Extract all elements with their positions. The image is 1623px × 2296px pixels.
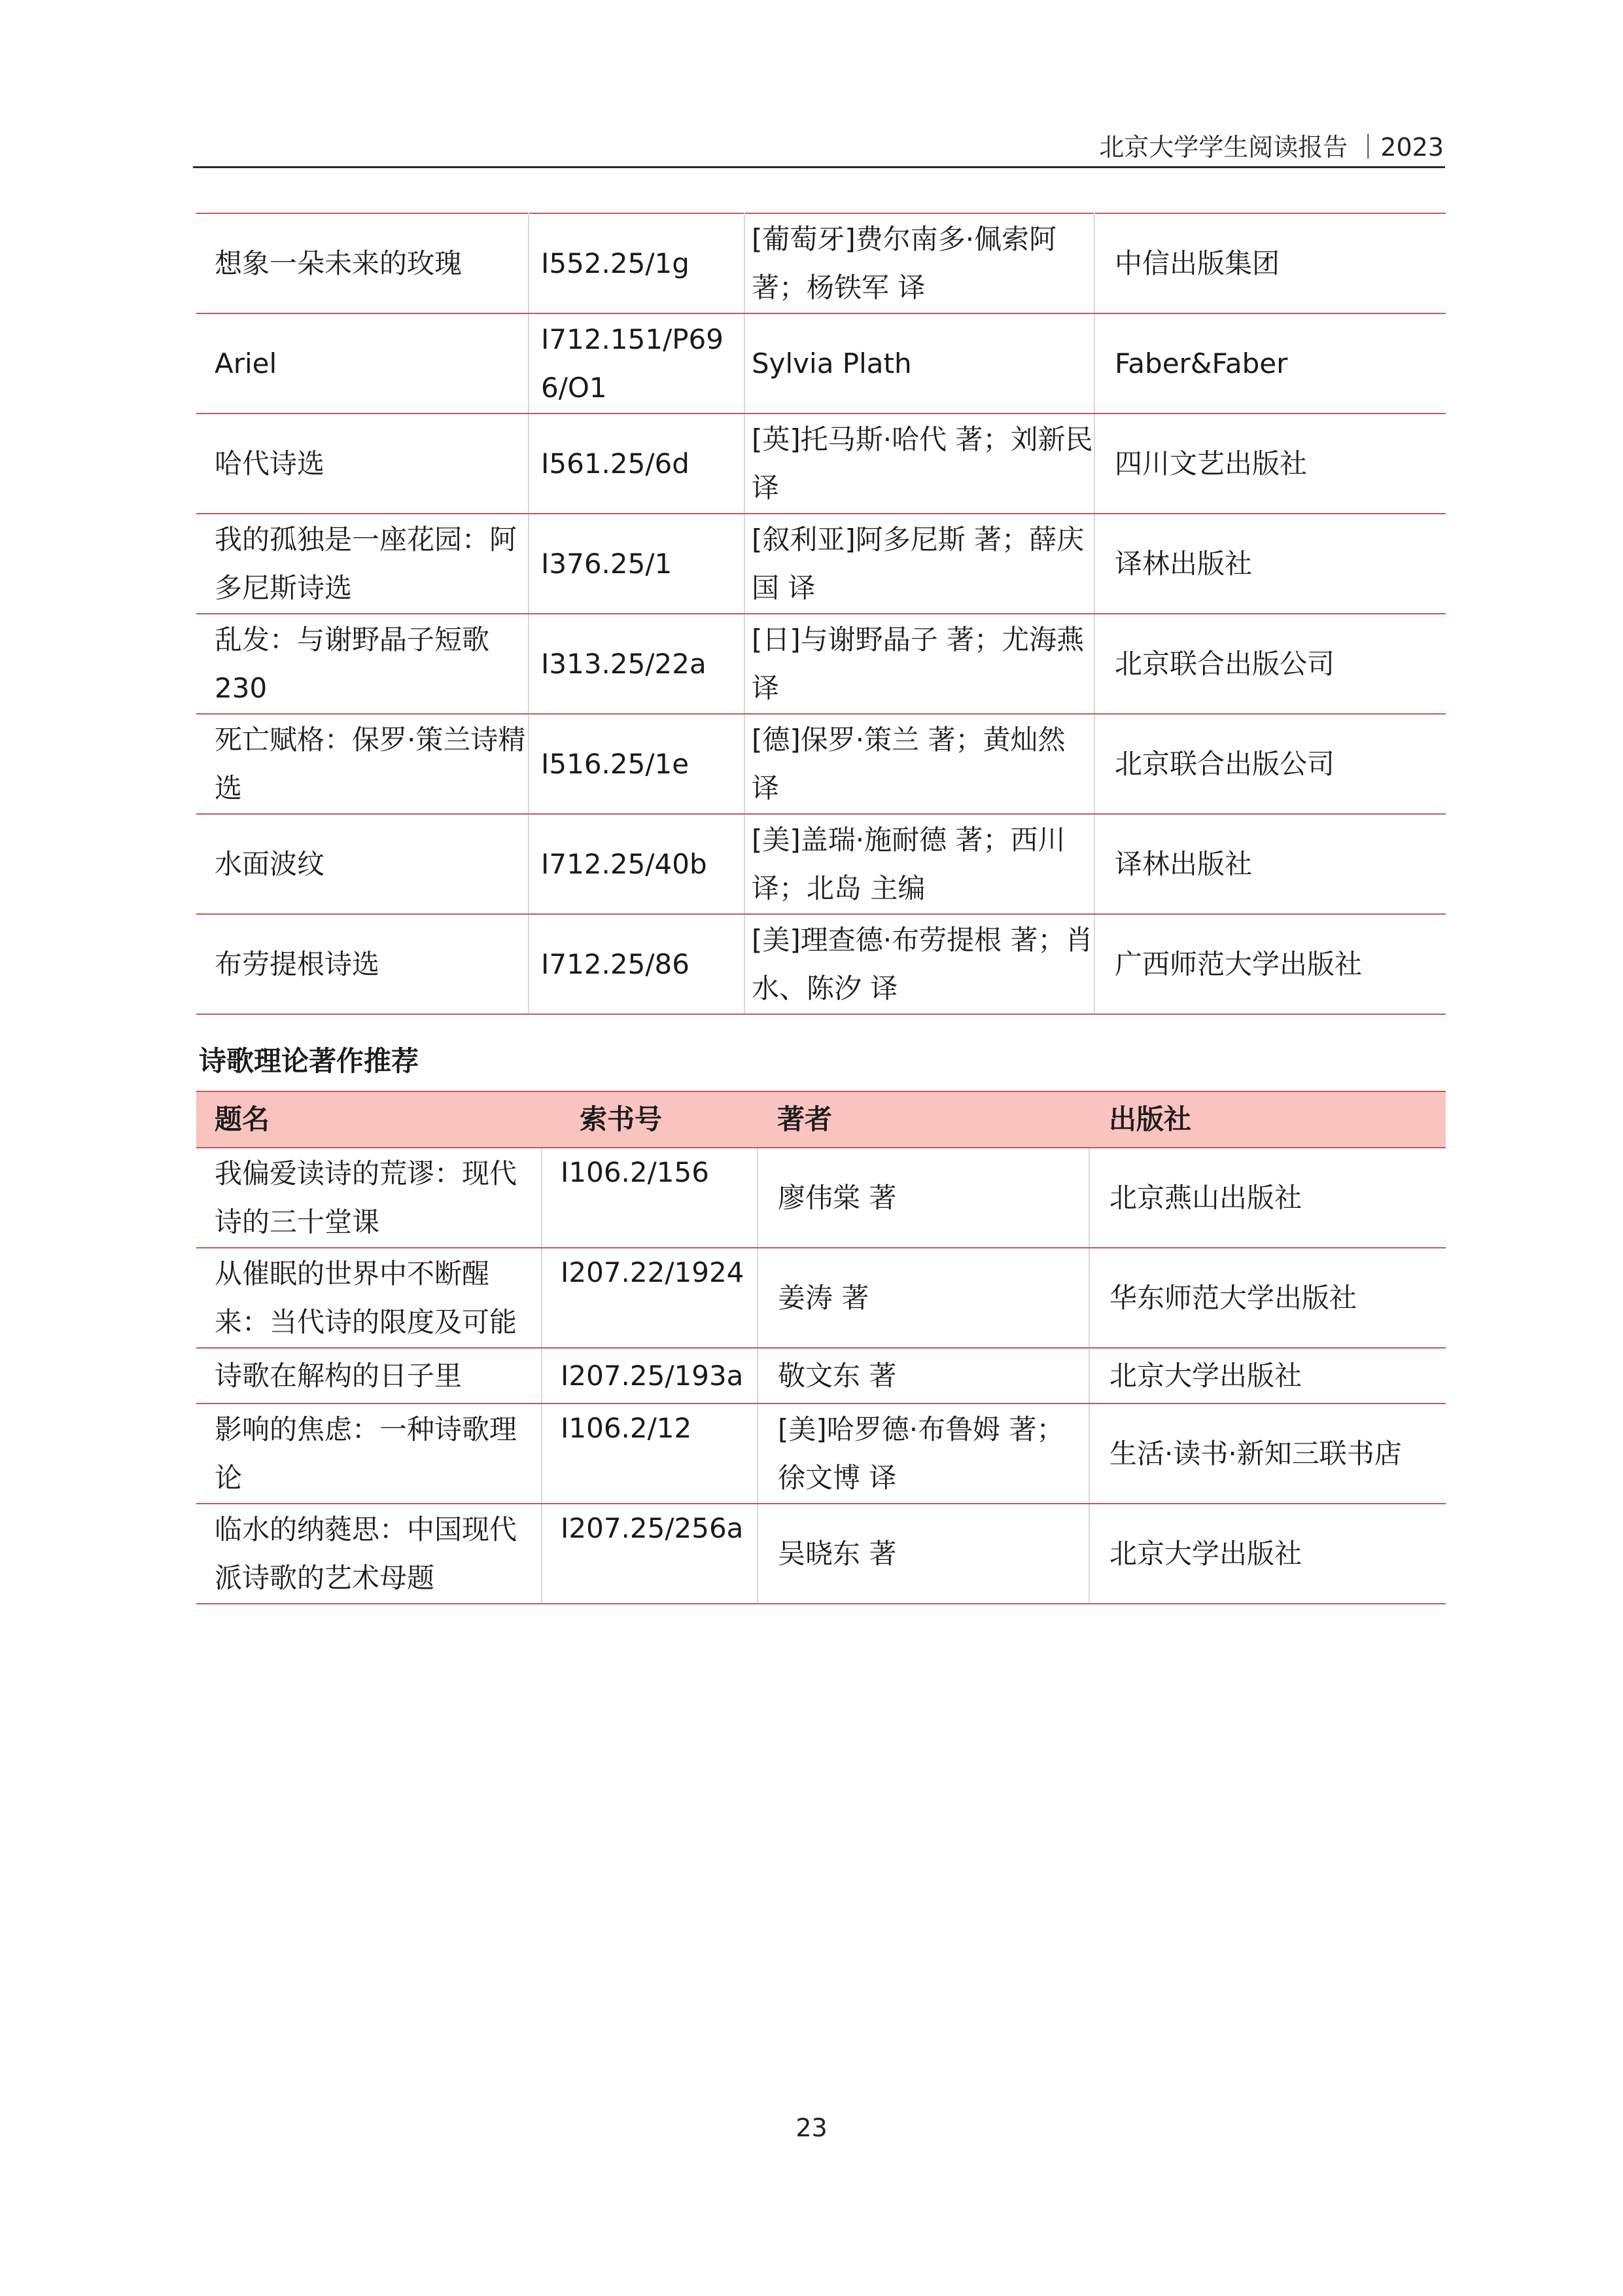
book-publisher: 译林出版社: [1094, 514, 1446, 614]
table-row: [196, 514, 1446, 614]
header-publisher: 出版社: [1089, 1091, 1446, 1148]
table-row: [196, 1348, 1446, 1404]
table-header-row: [196, 1091, 1446, 1148]
book-title: 从催眠的世界中不断醒来：当代诗的限度及可能: [196, 1248, 542, 1348]
table-row: [196, 1248, 1446, 1348]
call-number: I207.22/1924: [542, 1248, 758, 1348]
call-number: I712.151/P696/O1: [529, 313, 744, 414]
header-title: 题名: [196, 1091, 542, 1148]
book-author: [日]与谢野晶子 著；尤海燕 译: [744, 614, 1094, 714]
page-number: 23: [795, 2113, 828, 2142]
call-number: I313.25/22a: [529, 614, 744, 714]
book-publisher: 北京大学出版社: [1089, 1504, 1446, 1604]
book-title: 布劳提根诗选: [196, 914, 529, 1014]
book-title: Ariel: [196, 313, 529, 414]
book-author: 吴晓东 著: [758, 1504, 1089, 1604]
table-row: [196, 1148, 1446, 1248]
book-author: [德]保罗·策兰 著；黄灿然 译: [744, 714, 1094, 814]
table-row: [196, 714, 1446, 814]
book-author: [叙利亚]阿多尼斯 著；薛庆国 译: [744, 514, 1094, 614]
book-author: Sylvia Plath: [744, 313, 1094, 414]
header-title: 北京大学学生阅读报告 ｜2023: [1099, 133, 1444, 162]
call-number: I376.25/1: [529, 514, 744, 614]
book-publisher: 北京大学出版社: [1089, 1348, 1446, 1404]
book-author: 廖伟棠 著: [758, 1148, 1089, 1248]
table-row: [196, 313, 1446, 414]
call-number: I207.25/193a: [542, 1348, 758, 1404]
book-publisher: 华东师范大学出版社: [1089, 1248, 1446, 1348]
book-title: 诗歌在解构的日子里: [196, 1348, 542, 1404]
call-number: I552.25/1g: [529, 213, 744, 313]
table-row: [196, 414, 1446, 514]
book-publisher: 中信出版集团: [1094, 213, 1446, 313]
book-publisher: 北京联合出版公司: [1094, 614, 1446, 714]
call-number: I207.25/256a: [542, 1504, 758, 1604]
book-author: [英]托马斯·哈代 著；刘新民 译: [744, 414, 1094, 514]
book-author: [葡萄牙]费尔南多·佩索阿 著；杨铁军 译: [744, 213, 1094, 313]
book-title: 我偏爱读诗的荒谬：现代诗的三十堂课: [196, 1148, 542, 1248]
table-row: [196, 814, 1446, 914]
call-number: I106.2/156: [542, 1148, 758, 1248]
call-number: I106.2/12: [542, 1404, 758, 1504]
book-publisher: 生活·读书·新知三联书店: [1089, 1404, 1446, 1504]
book-author: [美]盖瑞·施耐德 著；西川 译；北岛 主编: [744, 814, 1094, 914]
book-publisher: 北京燕山出版社: [1089, 1148, 1446, 1248]
book-publisher: 四川文艺出版社: [1094, 414, 1446, 514]
book-publisher: 广西师范大学出版社: [1094, 914, 1446, 1014]
table-row: [196, 914, 1446, 1014]
table-row: [196, 1404, 1446, 1504]
book-title: 哈代诗选: [196, 414, 529, 514]
header-call-number: 索书号: [542, 1091, 758, 1148]
book-author: 姜涛 著: [758, 1248, 1089, 1348]
call-number: I516.25/1e: [529, 714, 744, 814]
call-number: I712.25/40b: [529, 814, 744, 914]
poetry-theory-table: [196, 1091, 1446, 1604]
call-number: I561.25/6d: [529, 414, 744, 514]
book-publisher: Faber&Faber: [1094, 313, 1446, 414]
header-author: 著者: [758, 1091, 1089, 1148]
table-row: [196, 213, 1446, 313]
book-author: [美]理查德·布劳提根 著；肖水、陈汐 译: [744, 914, 1094, 1014]
book-title: 水面波纹: [196, 814, 529, 914]
book-author: 敬文东 著: [758, 1348, 1089, 1404]
page-header: [193, 120, 1445, 168]
book-title: 影响的焦虑：一种诗歌理论: [196, 1404, 542, 1504]
book-title: 乱发：与谢野晶子短歌230: [196, 614, 529, 714]
book-publisher: 译林出版社: [1094, 814, 1446, 914]
book-author: [美]哈罗德·布鲁姆 著；徐文博 译: [758, 1404, 1089, 1504]
book-publisher: 北京联合出版公司: [1094, 714, 1446, 814]
table-row: [196, 1504, 1446, 1604]
poetry-books-table: [196, 213, 1446, 1015]
section-title: 诗歌理论著作推荐: [199, 1045, 419, 1077]
call-number: I712.25/86: [529, 914, 744, 1014]
book-title: 我的孤独是一座花园：阿多尼斯诗选: [196, 514, 529, 614]
book-title: 想象一朵未来的玫瑰: [196, 213, 529, 313]
book-title: 临水的纳蕤思：中国现代派诗歌的艺术母题: [196, 1504, 542, 1604]
table-row: [196, 614, 1446, 714]
book-title: 死亡赋格：保罗·策兰诗精选: [196, 714, 529, 814]
